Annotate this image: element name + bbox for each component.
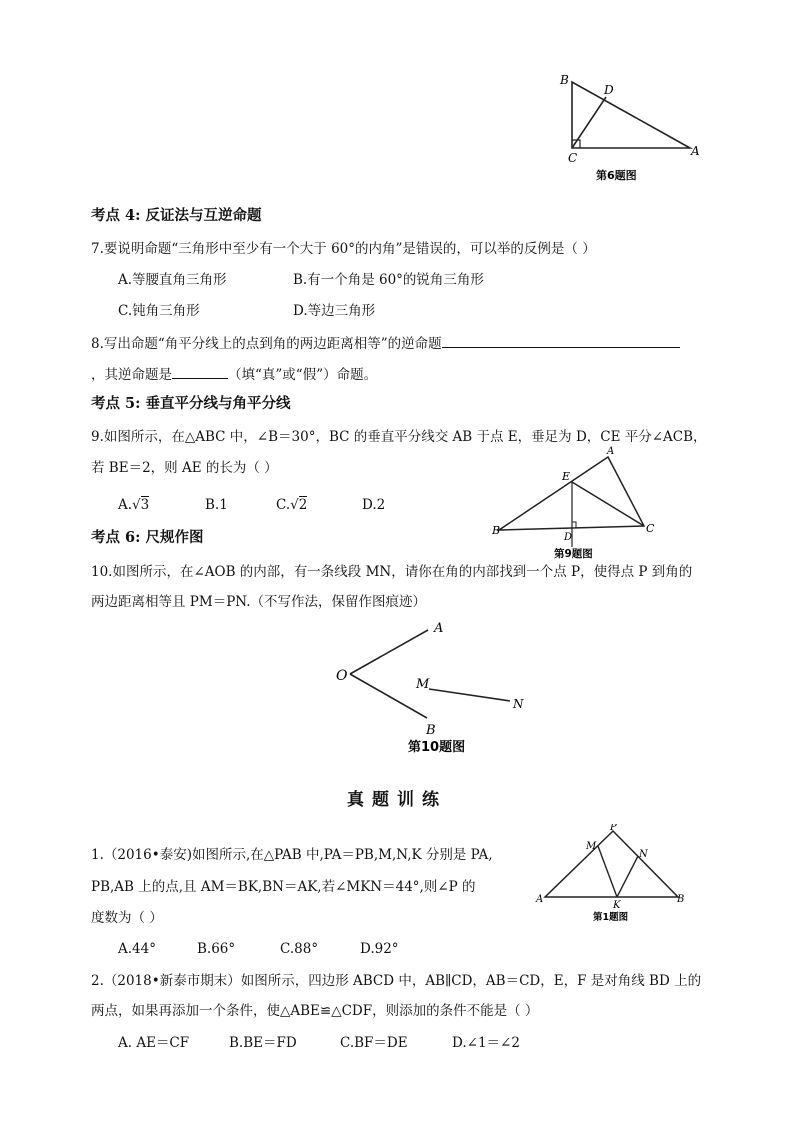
q9-option-a: A.√3 — [118, 497, 150, 513]
label-D: D — [564, 532, 573, 543]
figure-10 — [330, 616, 530, 758]
figure-10-caption: 第10题图 — [408, 740, 466, 755]
label-C: C — [568, 151, 578, 165]
sqrt-symbol: √ — [290, 497, 299, 513]
q7-option-a: A.等腰直角三角形 — [118, 272, 227, 288]
q9-option-b: B.1 — [205, 497, 228, 513]
r1-line-1: 1.（2016•泰安)如图所示,在△PAB 中,PA＝PB,M,N,K 分别是 PA, — [91, 847, 493, 863]
label-B: B — [492, 524, 501, 537]
q9-line-2: 若 BE＝2，则 AE 的长为（ ） — [91, 460, 278, 476]
label-A: A — [536, 894, 544, 905]
label-D: D — [604, 83, 614, 97]
r2-option-c: C.BF＝DE — [340, 1035, 408, 1051]
r1-line-2: PB,AB 上的点,且 AM＝BK,BN＝AK,若∠MKN＝44°,则∠P 的 — [91, 879, 476, 895]
label-B: B — [677, 894, 685, 905]
figure-9 — [486, 444, 666, 560]
q8-line-2 — [91, 364, 377, 384]
r1-option-a: A.44° — [118, 941, 156, 957]
q7-option-c: C.钝角三角形 — [118, 303, 200, 319]
label-A: A — [691, 144, 700, 158]
q10-line-1: 10.如图所示，在∠AOB 的内部，有一条线段 MN，请你在角的内部找到一个点 P，使得点 P 到角的 — [91, 564, 693, 580]
q9-line-1: 9.如图所示，在△ABC 中，∠B＝30°，BC 的垂直平分线交 AB 于点 E，垂足为 D，CE 平分∠ACB， — [91, 429, 707, 445]
q8-line-1 — [91, 333, 680, 353]
figure-r1-caption: 第1题图 — [593, 912, 629, 923]
r2-line-2: 两点，如果再添加一个条件，使△ABE≌△CDF，则添加的条件不能是（ ） — [91, 1003, 539, 1019]
q8-stem: 8.写出命题“角平分线上的点到角的两边距离相等”的逆命题 — [91, 336, 442, 352]
label-B: B — [560, 73, 569, 87]
label-K: K — [613, 900, 621, 911]
section-4-heading: 考点 4: 反证法与互逆命题 — [91, 207, 262, 224]
label-B: B — [426, 723, 436, 738]
label-N: N — [639, 849, 648, 860]
q9-option-c: C.√2 — [276, 497, 308, 513]
r2-option-b: B.BE＝FD — [229, 1035, 297, 1051]
r2-option-d: D.∠1＝∠2 — [452, 1035, 520, 1051]
section-title: 真题训练 — [347, 790, 447, 810]
label-M: M — [416, 677, 430, 692]
label-N: N — [513, 697, 524, 711]
r1-line-3: 度数为（ ） — [91, 910, 163, 926]
label-O: O — [336, 668, 348, 684]
q10-line-2: 两边距离相等且 PM＝PN.（不写作法，保留作图痕迹） — [91, 594, 427, 610]
q9-option-a-radicand: 3 — [140, 497, 150, 513]
q8-suffix: （填“真”或“假”）命题。 — [228, 367, 378, 383]
r1-option-d: D.92° — [360, 941, 399, 957]
figure-6-caption: 第6题图 — [596, 169, 637, 182]
label-P: P — [610, 824, 617, 833]
figure-6 — [556, 68, 711, 188]
q8-answer-blank — [442, 333, 680, 348]
q9-option-c-radicand: 2 — [298, 497, 308, 513]
r2-option-a: A. AE＝CF — [118, 1035, 190, 1051]
q7-option-b: B.有一个角是 60°的锐角三角形 — [293, 272, 484, 288]
q7-option-d: D.等边三角形 — [293, 303, 376, 319]
q8-prefix: ，其逆命题是 — [91, 367, 172, 383]
section-5-heading: 考点 5: 垂直平分线与角平分线 — [91, 395, 291, 412]
q8-true-false-blank — [172, 364, 228, 379]
section-6-heading: 考点 6: 尺规作图 — [91, 529, 204, 546]
figure-9-caption: 第9题图 — [554, 548, 593, 560]
r1-option-c: C.88° — [280, 941, 319, 957]
label-A: A — [607, 446, 615, 457]
r2-line-1: 2.（2018•新泰市期末）如图所示，四边形 ABCD 中，AB∥CD，AB＝CD，E，F 是对角线 BD 上的 — [91, 973, 702, 989]
figure-r1 — [535, 824, 695, 926]
label-A: A — [434, 621, 444, 636]
q9-option-d: D.2 — [362, 497, 386, 513]
label-E: E — [562, 470, 571, 483]
q7-stem: 7.要说明命题“三角形中至少有一个大于 60°的内角”是错误的，可以举的反例是（ ） — [91, 241, 596, 257]
r1-option-b: B.66° — [197, 941, 236, 957]
label-M: M — [586, 841, 597, 852]
label-C: C — [646, 522, 655, 535]
sqrt-symbol: √ — [132, 497, 141, 513]
